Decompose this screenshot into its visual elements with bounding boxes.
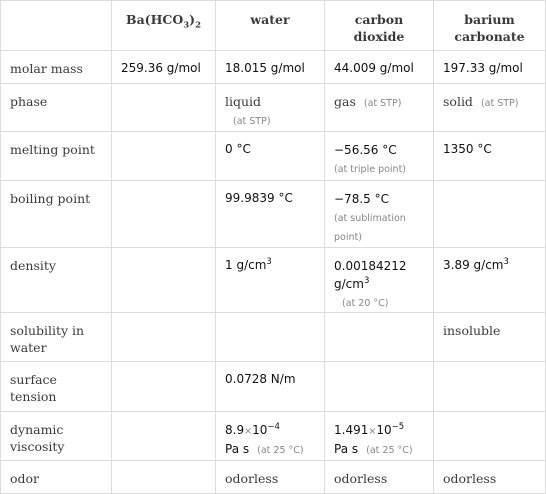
header-row [1,1,546,51]
row-solubility [1,313,546,362]
row-boiling-point [1,181,546,248]
cell-baco3-density: 3.89 $g/cm^3$ [434,248,546,313]
cell-water-melting-point: 0 °C [216,132,325,181]
cell-co2-viscosity: $1.491\times 10^{-5}$ Pa s (at 25 °C) [325,412,434,461]
row-viscosity [1,412,546,461]
cell-co2-solubility [325,313,434,362]
cell-formula-viscosity [112,412,216,461]
header-barium-carbonate: barium carbonate [434,1,546,51]
cell-baco3-viscosity [434,412,546,461]
row-label: surface tension [1,362,112,412]
cell-co2-density: 0.00184212 $g/cm^3$ (at 20 °C) [325,248,434,313]
corner-cell [1,1,112,51]
cell-water-solubility [216,313,325,362]
cell-co2-boiling-point: −78.5 °C (at sublimation point) [325,181,434,248]
cell-baco3-odor: odorless [434,461,546,494]
cell-formula-solubility [112,313,216,362]
row-label: odor [1,461,112,494]
row-molar-mass [1,51,546,84]
cell-baco3-melting-point: 1350 °C [434,132,546,181]
cell-baco3-boiling-point [434,181,546,248]
cell-water-surface-tension: 0.0728 N/m [216,362,325,412]
cell-formula-melting-point [112,132,216,181]
row-label: boiling point [1,181,112,248]
cell-co2-odor: odorless [325,461,434,494]
cell-co2-molar-mass: 44.009 g/mol [325,51,434,84]
cell-baco3-molar-mass: 197.33 g/mol [434,51,546,84]
cell-formula-phase [112,84,216,132]
cell-baco3-phase: solid (at STP) [434,84,546,132]
cell-water-phase: liquid (at STP) [216,84,325,132]
cell-water-boiling-point: 99.9839 °C [216,181,325,248]
cell-formula-density [112,248,216,313]
cell-water-odor: odorless [216,461,325,494]
cell-formula-odor [112,461,216,494]
cell-co2-melting-point: −56.56 °C (at triple point) [325,132,434,181]
row-label: density [1,248,112,313]
header-formula: $Ba(HCO_3)_2$ [112,1,216,51]
row-melting-point [1,132,546,181]
cell-co2-surface-tension [325,362,434,412]
row-density [1,248,546,313]
row-label: solubility in water [1,313,112,362]
header-carbon-dioxide: carbon dioxide [325,1,434,51]
row-odor [1,461,546,494]
cell-formula-boiling-point [112,181,216,248]
cell-baco3-solubility: insoluble [434,313,546,362]
row-phase [1,84,546,132]
cell-water-density: 1 $g/cm^3$ [216,248,325,313]
row-label: phase [1,84,112,132]
row-surface-tension [1,362,546,412]
row-label: dynamic viscosity [1,412,112,461]
cell-co2-phase: gas (at STP) [325,84,434,132]
cell-water-viscosity: $8.9\times 10^{-4}$ Pa s (at 25 °C) [216,412,325,461]
row-label: molar mass [1,51,112,84]
cell-formula-molar-mass: 259.36 g/mol [112,51,216,84]
cell-water-molar-mass: 18.015 g/mol [216,51,325,84]
cell-formula-surface-tension [112,362,216,412]
header-water: water [216,1,325,51]
row-label: melting point [1,132,112,181]
cell-baco3-surface-tension [434,362,546,412]
